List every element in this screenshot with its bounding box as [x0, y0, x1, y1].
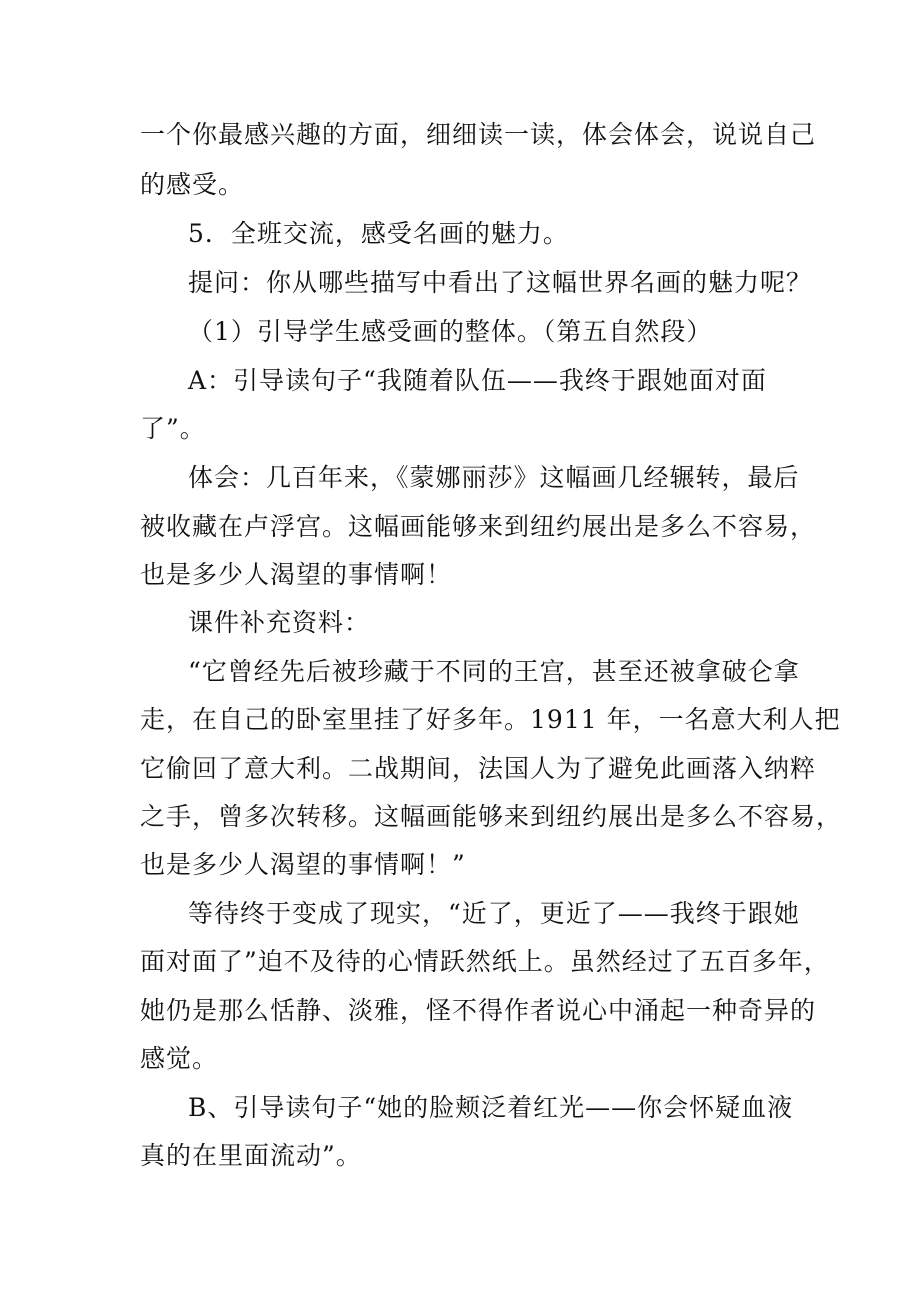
text-line-22: 真的在里面流动”。 [140, 1141, 362, 1170]
text-line-12: “它曾经先后被珍藏于不同的王宫，甚至还被拿破仑拿 [188, 657, 800, 686]
text-line-16: 也是多少人渴望的事情啊！” [140, 850, 466, 879]
text-line-3: 5．全班交流，感受名画的魅力。 [188, 219, 569, 248]
text-line-7: 了”。 [140, 414, 206, 443]
text-line-15: 之手，曾多次转移。这幅画能够来到纽约展出是多么不容易， [140, 802, 843, 831]
text-line-13: 走，在自己的卧室里挂了好多年。1911 年，一名意大利人把 [140, 705, 841, 734]
text-line-19: 她仍是那么恬静、淡雅，怪不得作者说心中涌起一种奇异的 [140, 996, 817, 1025]
text-line-17: 等待终于变成了现实，“近了，更近了——我终于跟她 [188, 899, 800, 928]
text-line-8: 体会：几百年来，《蒙娜丽莎》这幅画几经辗转，最后 [188, 463, 800, 492]
text-line-4: 提问：你从哪些描写中看出了这幅世界名画的魅力呢？ [188, 268, 813, 297]
text-line-2: 的感受。 [140, 170, 245, 199]
text-line-14: 它偷回了意大利。二战期间，法国人为了避免此画落入纳粹 [140, 754, 817, 783]
text-line-6: A：引导读句子“我随着队伍——我终于跟她面对面 [188, 366, 767, 395]
text-line-18: 面对面了”迫不及待的心情跃然纸上。虽然经过了五百多年， [140, 947, 830, 976]
text-line-20: 感觉。 [140, 1044, 219, 1073]
text-line-21: B、引导读句子“她的脸颊泛着红光——你会怀疑血液 [188, 1093, 794, 1122]
text-line-11: 课件补充资料： [188, 608, 371, 637]
text-line-1: 一个你最感兴趣的方面，细细读一读，体会体会，说说自己 [140, 120, 817, 149]
text-line-10: 也是多少人渴望的事情啊！ [140, 560, 453, 589]
text-line-5: （1）引导学生感受画的整体。（第五自然段） [188, 317, 713, 346]
text-line-9: 被收藏在卢浮宫。这幅画能够来到纽约展出是多么不容易， [140, 512, 817, 541]
